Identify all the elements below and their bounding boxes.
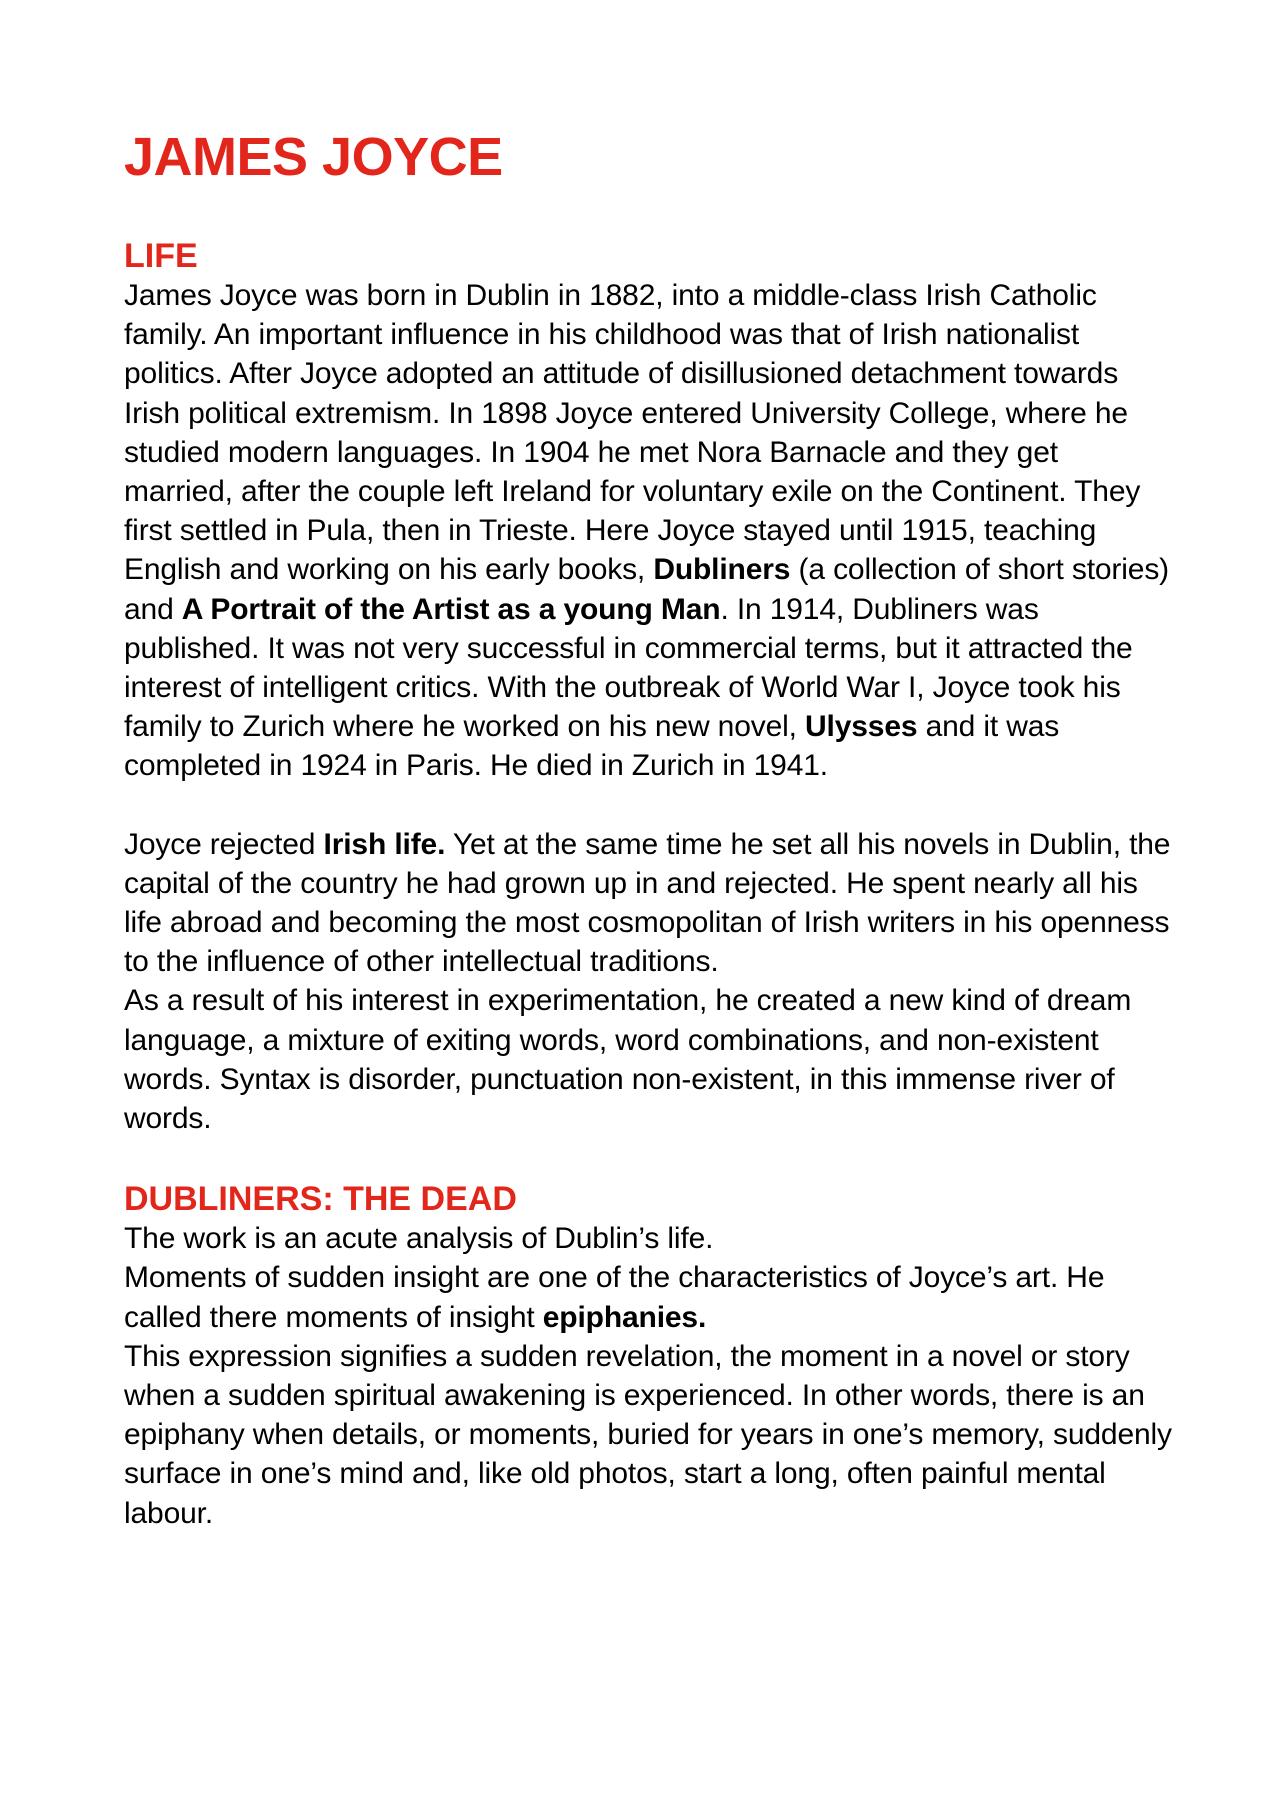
dubliners-paragraph-3 [124, 1337, 1174, 1533]
life-paragraph-2 [124, 825, 1174, 982]
document-page [124, 124, 1174, 1533]
life-paragraph-1 [124, 276, 1174, 786]
text-run: (a collection of short stories) and [124, 553, 1170, 626]
life-paragraph-3 [124, 981, 1174, 1138]
section-heading-dubliners: DUBLINERS: THE DEAD [124, 1180, 517, 1219]
text-run: The work is an acute analysis of Dublin’s life. [124, 1222, 714, 1256]
text-run: . In 1914, Dubliners was published. It was not very successful in commercial terms, but it attracted the interest of intelligent critics. With the outbreak of World War I, Joyce took his family to Zurich where he worked on his new novel, [124, 592, 1133, 744]
document-title: JAMES JOYCE [124, 127, 503, 187]
section-heading-life: LIFE [124, 237, 198, 275]
bold-text: Dubliners [653, 553, 791, 587]
text-run: James Joyce was born in Dublin in 1882, into a middle-class Irish Catholic family. An important influence in his childhood was that of Irish nationalist politics. After Joyce adopted an attitude of disillusioned detachment towards Irish political extremism. In 1898 Joyce entered University College, where he studied modern languages. In 1904 he met Nora Barnacle and they get married, after the couple left Ireland for voluntary exile on the Continent. They first settled in Pula, then in Trieste. Here Joyce stayed until 1915, teaching English and working on his early books, [124, 279, 1141, 587]
text-run: As a result of his interest in experimentation, he created a new kind of dream language, a mixture of exiting words, word combinations, and non-existent words. Syntax is disorder, punctuation non-existent, in this immense river of words. [124, 984, 1132, 1136]
text-run: Joyce rejected [124, 827, 324, 861]
text-run: Yet at the same time he set all his novels in Dublin, the capital of the country he had grown up in and rejected. He spent nearly all his life abroad and becoming the most cosmopolitan of Irish writers in his openness to the influence of other intellectual traditions. [124, 827, 1171, 979]
text-run: and it was completed in 1924 in Paris. He died in Zurich in 1941. [124, 710, 1060, 783]
bold-text: epiphanies. [542, 1300, 707, 1334]
text-run: Moments of sudden insight are one of the characteristics of Joyce’s art. He called there moments of insight [124, 1261, 1105, 1334]
text-run: This expression signifies a sudden revelation, the moment in a novel or story when a sudden spiritual awakening is experienced. In other words, there is an epiphany when details, or moments, buried for years in one’s memory, suddenly surface in one’s mind and, like old photos, start a long, often painful mental labour. [124, 1339, 1172, 1530]
bold-text: Irish life. [323, 827, 446, 861]
dubliners-paragraph-2 [124, 1258, 1174, 1336]
dubliners-paragraph-1 [124, 1219, 1174, 1258]
bold-text: A Portrait of the Artist as a young Man [181, 592, 721, 626]
bold-text: Ulysses [805, 710, 918, 744]
